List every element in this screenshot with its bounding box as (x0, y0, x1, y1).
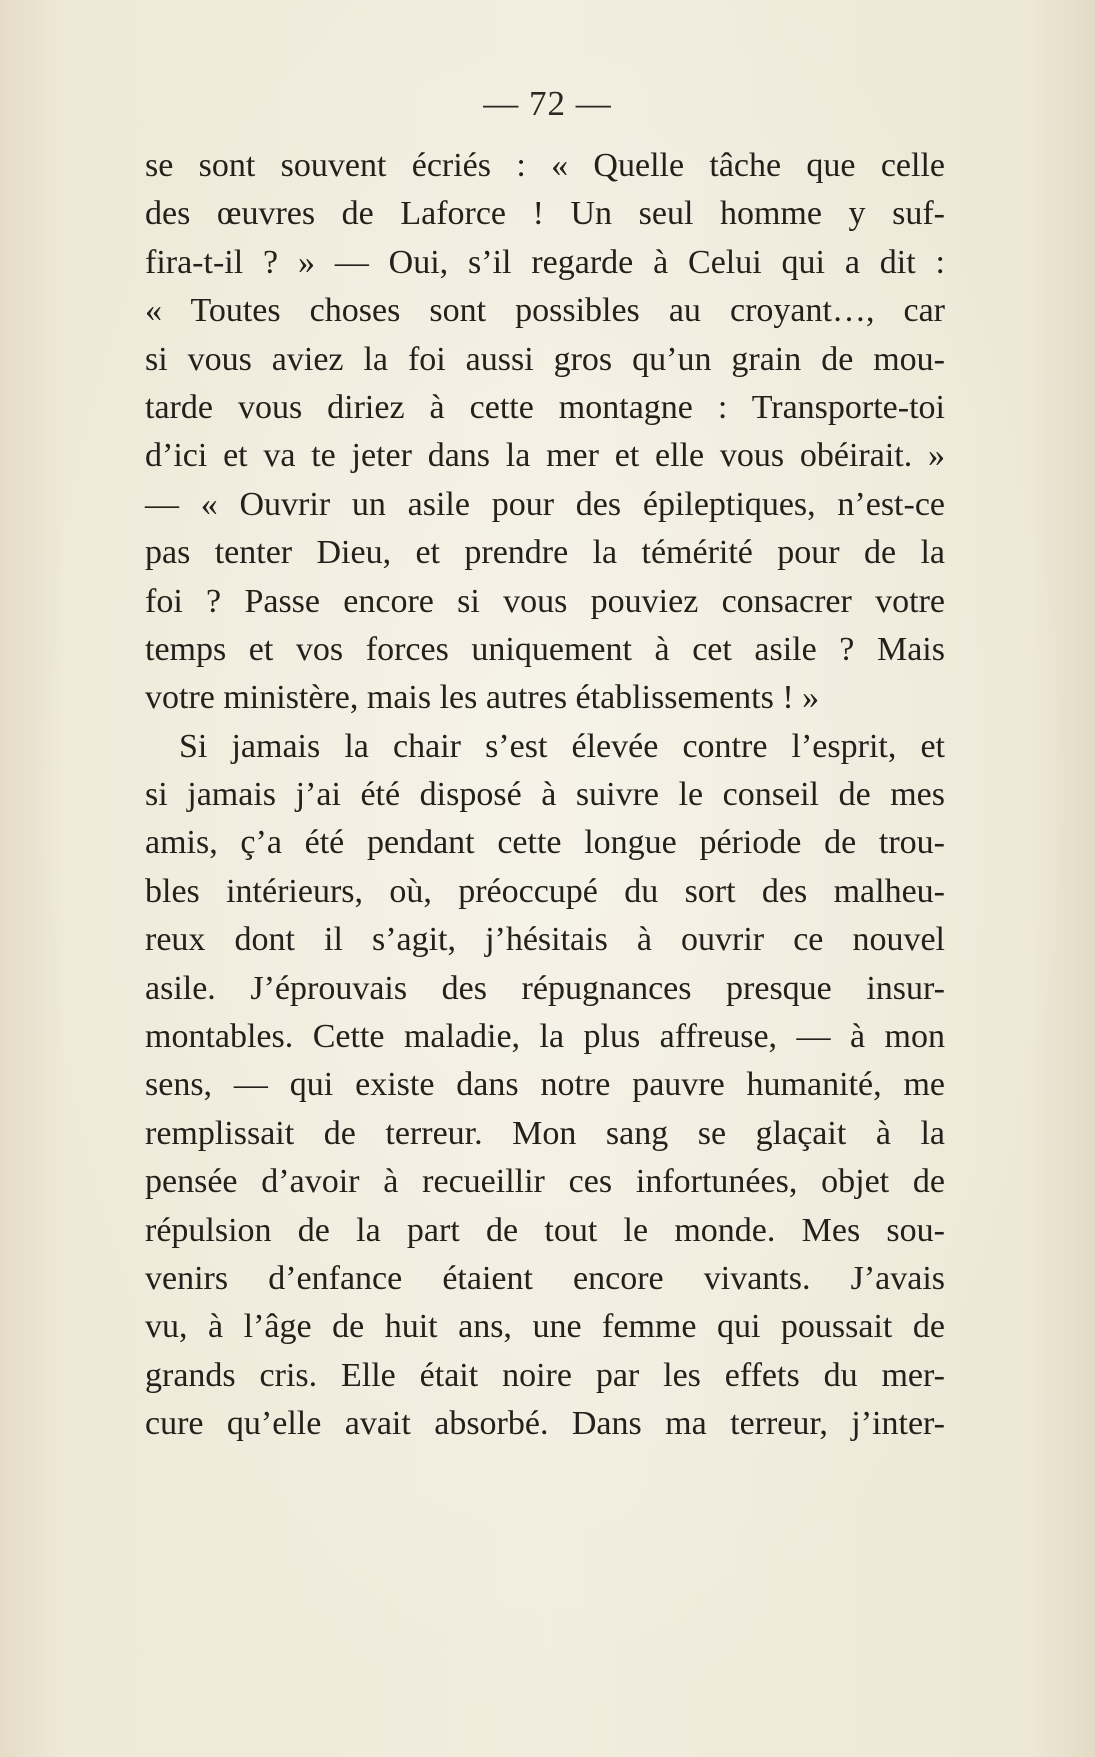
text-line: temps et vos forces uniquement à cet asile ? Mais (145, 630, 945, 668)
text-line: remplissait de terreur. Mon sang se glaçait à la (145, 1114, 945, 1152)
text-line: se sont souvent écriés : « Quelle tâche que celle (145, 147, 945, 184)
text-line: si jamais j’ai été disposé à suivre le conseil de mes (145, 776, 945, 814)
text-line: d’ici et va te jeter dans la mer et elle vous obéirait. » (145, 437, 945, 475)
text-line: sens, — qui existe dans notre pauvre humanité, me (145, 1066, 945, 1104)
text-line: Si jamais la chair s’est élevée contre l’esprit, et (179, 727, 945, 765)
page-number: — 72 — (483, 84, 612, 123)
text-line: répulsion de la part de tout le monde. Mes sou- (145, 1211, 945, 1249)
text-line: — « Ouvrir un asile pour des épileptiques, n’est-ce (145, 485, 945, 523)
text-line: cure qu’elle avait absorbé. Dans ma terreur, j’inter- (145, 1405, 945, 1443)
text-line: reux dont il s’agit, j’hésitais à ouvrir ce nouvel (145, 921, 945, 959)
text-line: votre ministère, mais les autres établissements ! » (145, 679, 820, 717)
text-line: venirs d’enfance étaient encore vivants. J’avais (145, 1259, 945, 1297)
text-line: fira-t-il ? » — Oui, s’il regarde à Celui qui a dit : (145, 243, 945, 281)
text-line: foi ? Passe encore si vous pouviez consacrer votre (145, 582, 945, 620)
text-line: bles intérieurs, où, préoccupé du sort des malheu- (145, 872, 945, 910)
text-line: pas tenter Dieu, et prendre la témérité pour de la (145, 534, 945, 572)
text-line: si vous aviez la foi aussi gros qu’un grain de mou- (145, 340, 945, 378)
text-line: grands cris. Elle était noire par les effets du mer- (145, 1356, 945, 1394)
text-line: vu, à l’âge de huit ans, une femme qui poussait de (145, 1308, 945, 1346)
text-line: pensée d’avoir à recueillir ces infortunées, objet de (145, 1163, 945, 1201)
text-line: « Toutes choses sont possibles au croyant…, car (145, 292, 945, 330)
body-text (145, 142, 945, 1449)
text-line: amis, ç’a été pendant cette longue période de trou- (145, 824, 945, 862)
text-line: montables. Cette maladie, la plus affreuse, — à mon (145, 1018, 945, 1056)
text-line: asile. J’éprouvais des répugnances presque insur- (145, 969, 945, 1007)
text-line: tarde vous diriez à cette montagne : Transporte-toi (145, 388, 945, 426)
text-line: des œuvres de Laforce ! Un seul homme y suf- (145, 195, 945, 233)
